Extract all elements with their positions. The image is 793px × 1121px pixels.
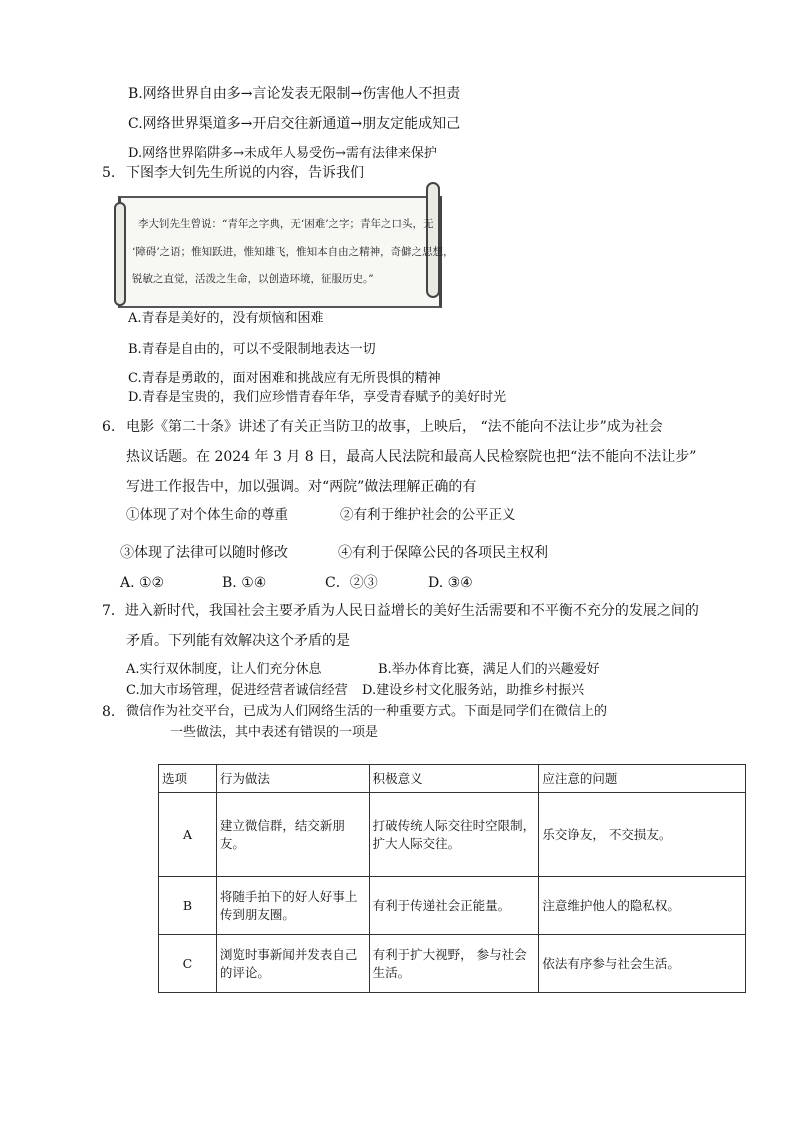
q6-option-b: B. ①④ xyxy=(222,575,267,591)
table-cell: 注意维护他人的隐私权。 xyxy=(539,877,746,935)
q8-stem-line-2: 一些做法，其中表述有错误的一项是 xyxy=(170,725,379,740)
q6-item-2: ②有利于维护社会的公平正义 xyxy=(340,507,516,523)
q5-option-c: C.青春是勇敢的，面对困难和挑战应有无所畏惧的精神 xyxy=(128,371,441,386)
table-cell: 建立微信群，结交新朋友。 xyxy=(216,793,369,877)
table-cell: B xyxy=(159,877,217,935)
q8-number: 8. xyxy=(102,704,116,720)
q7-option-d: D.建设乡村文化服务站，助推乡村振兴 xyxy=(362,683,585,698)
scroll-quote-line-3: 锐敏之直觉，活泼之生命，以创造环境，征服历史。” xyxy=(132,273,374,285)
q4-option-c: C.网络世界渠道多→开启交往新通道→朋友定能成知己 xyxy=(128,116,461,132)
table-cell: 将随手拍下的好人好事上传到朋友圈。 xyxy=(216,877,369,935)
table-cell: 打破传统人际交往时空限制， 扩大人际交往。 xyxy=(369,793,539,877)
table-row xyxy=(159,793,746,877)
q7-option-c: C.加大市场管理，促进经营者诚信经营 xyxy=(126,683,348,698)
table-row xyxy=(159,935,746,993)
table-header-cell: 行为做法 xyxy=(216,765,369,793)
q7-stem-line-2: 矛盾。下列能有效解决这个矛盾的是 xyxy=(126,633,350,649)
table-header-cell: 积极意义 xyxy=(369,765,539,793)
q6-option-c: C．②③ xyxy=(325,575,378,591)
q7-option-a: A.实行双休制度，让人们充分休息 xyxy=(126,662,322,677)
q6-stem-line-3: 写进工作报告中，加以强调。对“两院”做法理解正确的有 xyxy=(126,479,477,495)
q6-option-d: D. ③④ xyxy=(428,575,473,591)
table-cell: A xyxy=(159,793,217,877)
quote-scroll-image xyxy=(112,182,454,308)
q6-item-4: ④有利于保障公民的各项民主权利 xyxy=(338,545,548,561)
table-cell: 有利于扩大视野， 参与社会生活。 xyxy=(369,935,539,993)
scroll-quote-line-1: 李大钊先生曾说：“青年之字典，无‘困难’之字；青年之口头，无 xyxy=(138,218,434,230)
table-cell: 浏览时事新闻并发表自己的评论。 xyxy=(216,935,369,993)
q4-option-b: B.网络世界自由多→言论发表无限制→伤害他人不担责 xyxy=(128,86,461,102)
q5-number: 5. xyxy=(102,165,116,181)
q6-stem-line-2: 热议话题。在 2024 年 3 月 8 日，最高人民法院和最高人民检察院也把“法不能向不法让步” xyxy=(126,449,697,465)
table-header-cell: 应注意的问题 xyxy=(539,765,746,793)
table-header-row xyxy=(159,765,746,793)
table-cell: C xyxy=(159,935,217,993)
table-cell: 有利于传递社会正能量。 xyxy=(369,877,539,935)
q6-option-a: A. ①② xyxy=(120,575,165,591)
table-row xyxy=(159,877,746,935)
table-cell: 乐交诤友， 不交损友。 xyxy=(539,793,746,877)
table-cell: 依法有序参与社会生活。 xyxy=(539,935,746,993)
q8-stem-line-1: 微信作为社交平台，已成为人们网络生活的一种重要方式。下面是同学们在微信上的 xyxy=(126,704,608,719)
scroll-left-roll xyxy=(114,202,126,306)
scroll-right-roll xyxy=(426,182,440,298)
q7-option-b: B.举办体育比赛，满足人们的兴趣爱好 xyxy=(378,662,600,677)
q5-option-d: D.青春是宝贵的，我们应珍惜青春年华，享受青春赋予的美好时光 xyxy=(128,390,507,405)
q6-stem-line-1: 电影《第二十条》讲述了有关正当防卫的故事，上映后， “法不能向不法让步”成为社会 xyxy=(126,419,663,435)
q8-table xyxy=(158,764,746,993)
q7-stem-line-1: 7．进入新时代，我国社会主要矛盾为人民日益增长的美好生活需要和不平衡不充分的发展之间的 xyxy=(102,603,699,619)
q6-item-1: ①体现了对个体生命的尊重 xyxy=(126,507,288,523)
q4-option-d: D.网络世界陷阱多→未成年人易受伤→需有法律来保护 xyxy=(128,146,437,161)
scroll-quote-line-2: ‘障碍’之语；惟知跃进，惟知雄飞，惟知本自由之精神，奇僻之思想， xyxy=(132,246,454,258)
q5-option-a: A.青春是美好的，没有烦恼和困难 xyxy=(128,311,324,326)
q6-item-3: ③体现了法律可以随时修改 xyxy=(120,545,288,561)
q5-option-b: B.青春是自由的，可以不受限制地表达一切 xyxy=(128,342,376,357)
q5-stem: 下图李大钊先生所说的内容，告诉我们 xyxy=(126,165,364,181)
table-header-cell: 选项 xyxy=(159,765,217,793)
q6-number: 6. xyxy=(102,419,116,435)
